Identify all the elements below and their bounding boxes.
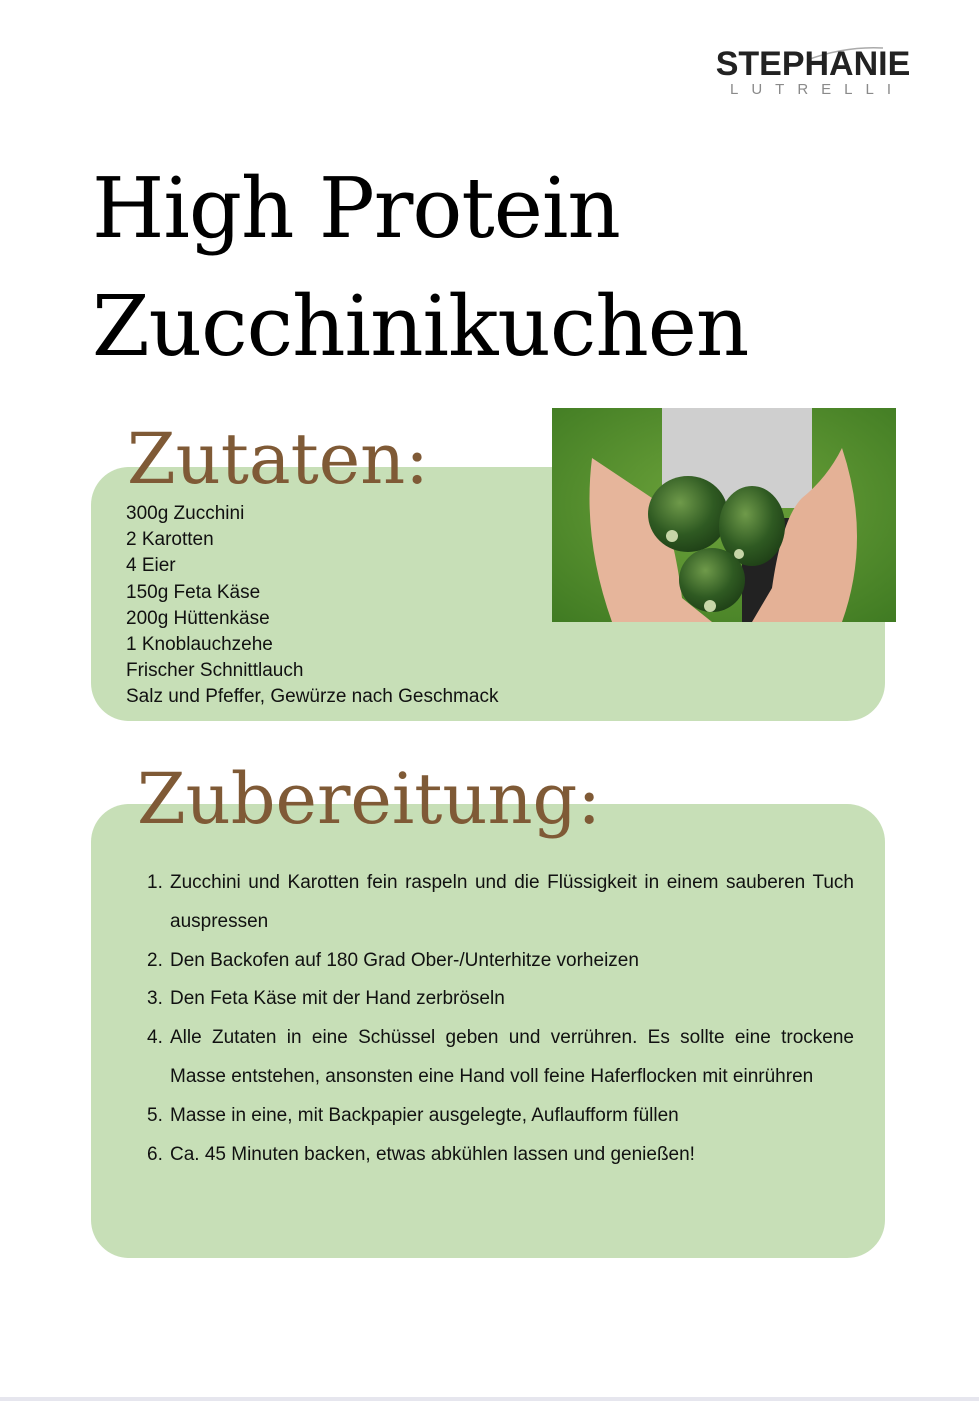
- ingredient-item: Frischer Schnittlauch: [126, 660, 304, 682]
- page-bottom-divider: [0, 1397, 979, 1401]
- zucchini-image-icon: [552, 408, 896, 622]
- zucchini-photo: [552, 408, 896, 622]
- ingredient-item: Salz und Pfeffer, Gewürze nach Geschmack: [126, 686, 499, 708]
- brand-logo: [697, 42, 929, 104]
- step-text: Masse in eine, mit Backpapier ausgelegte, Auflaufform füllen: [170, 1104, 679, 1126]
- ingredients-heading: Zutaten:: [127, 418, 429, 500]
- step-text: Zucchini und Karotten fein raspeln und die Flüssigkeit in einem sauberen Tuch auspressen: [170, 872, 854, 932]
- ingredient-item: 200g Hüttenkäse: [126, 607, 270, 629]
- ingredient-item: 4 Eier: [126, 555, 176, 577]
- step-item: [147, 1136, 854, 1175]
- ingredient-item: 2 Karotten: [126, 529, 214, 551]
- logo-subtitle: LUTRELLI: [729, 81, 905, 98]
- step-number: 4.: [147, 1027, 163, 1049]
- preparation-steps: [147, 864, 854, 1174]
- step-number: 1.: [147, 872, 163, 893]
- step-number: 3.: [147, 988, 163, 1010]
- step-text: Den Backofen auf 180 Grad Ober-/Unterhitze vorheizen: [170, 949, 639, 971]
- ingredients-list: [126, 501, 498, 711]
- step-item: [147, 864, 854, 942]
- title-line-2: Zucchinikuchen: [92, 278, 749, 375]
- logo-wordmark: STEPHANIE: [715, 45, 911, 83]
- step-text: Den Feta Käse mit der Hand zerbröseln: [170, 988, 505, 1010]
- ingredient-item: 1 Knoblauchzehe: [126, 634, 273, 656]
- ingredient-item: 150g Feta Käse: [126, 581, 261, 603]
- ingredient-item: 300g Zucchini: [126, 503, 245, 524]
- step-number: 6.: [147, 1143, 163, 1165]
- title-line-1: High Protein: [92, 160, 620, 257]
- step-item: [147, 942, 854, 981]
- step-item: [147, 980, 854, 1019]
- step-number: 5.: [147, 1104, 163, 1126]
- step-text: Alle Zutaten in eine Schüssel geben und verrühren. Es sollte eine trockene Masse entstehen, ansonsten eine Hand voll feine Haferflocken mit einrühren: [170, 1027, 854, 1087]
- page-title: [92, 150, 748, 386]
- preparation-heading: Zubereitung:: [137, 758, 601, 840]
- step-item: [147, 1097, 854, 1136]
- step-number: 2.: [147, 949, 163, 971]
- step-text: Ca. 45 Minuten backen, etwas abkühlen lassen und genießen!: [170, 1143, 695, 1165]
- step-item: [147, 1019, 854, 1097]
